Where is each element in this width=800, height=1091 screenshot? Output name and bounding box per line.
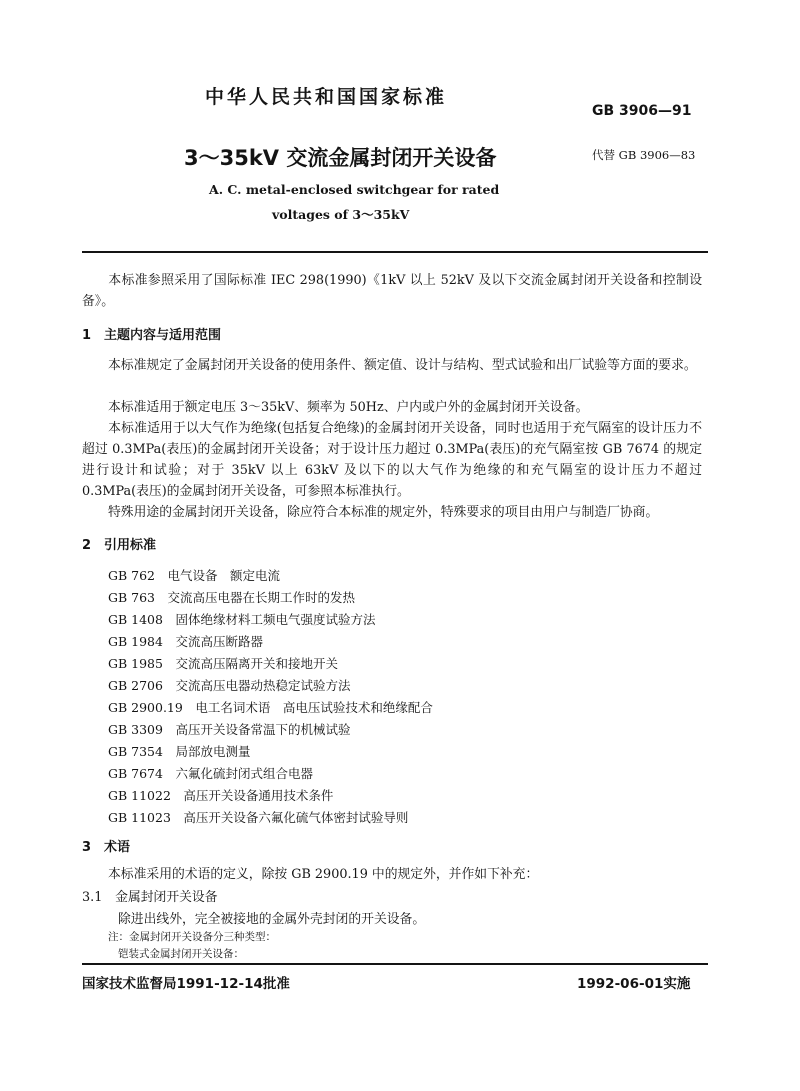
section1-paragraph-4: 特殊用途的金属封闭开关设备，除应符合本标准的规定外，特殊要求的项目由用户与制造厂协商。 xyxy=(108,505,659,520)
section1-paragraph-2: 本标准适用于额定电压 3～35kV、频率为 50Hz、户内或户外的金属封闭开关设备。 xyxy=(108,400,589,415)
reference-item: GB 3309 高压开关设备常温下的机械试验 xyxy=(108,722,351,737)
section3-heading: 3 术语 xyxy=(82,840,131,855)
reference-item: GB 763 交流高压电器在长期工作时的发热 xyxy=(108,590,356,605)
subsection-3-1-text: 除进出线外，完全被接地的金属外壳封闭的开关设备。 xyxy=(118,912,426,927)
subsection-3-1-heading: 3.1 金属封闭开关设备 xyxy=(82,890,218,905)
standard-code: GB 3906—91 xyxy=(592,103,692,119)
effective-date: 1992-06-01实施 xyxy=(577,976,691,992)
document-title: 3～35kV 交流金属封闭开关设备 xyxy=(184,146,497,170)
section2-heading: 2 引用标准 xyxy=(82,538,157,553)
reference-item: GB 11022 高压开关设备通用技术条件 xyxy=(108,788,334,803)
reference-item: GB 7354 局部放电测量 xyxy=(108,744,251,759)
intro-paragraph: 本标准参照采用了国际标准 IEC 298(1990)《1kV 以上 52kV 及以下交流金属封闭开关设备和控制设备》。 xyxy=(82,273,702,309)
footer-divider xyxy=(82,963,708,965)
header-divider xyxy=(82,251,708,253)
section1-paragraph-3: 本标准适用于以大气作为绝缘(包括复合绝缘)的金属封闭开关设备，同时也适用于充气隔室的设计压力不超过 0.3MPa(表压)的金属封闭开关设备；对于设计压力超过 0.3MPa(表压)的充气隔室按 GB 7674 的规定进行设计和试验；对于 35kV 以上 63kV 及以下的以大气作为绝缘的和充气隔室的设计压力不超过 0.3MPa(表压)的金属封闭开关设备，可参照本标准执行。 xyxy=(82,421,702,499)
reference-item: GB 1985 交流高压隔离开关和接地开关 xyxy=(108,656,338,671)
english-title-line2: voltages of 3～35kV xyxy=(272,207,410,222)
section1-heading: 1 主题内容与适用范围 xyxy=(82,328,222,343)
reference-item: GB 2900.19 电工名词术语 高电压试验技术和绝缘配合 xyxy=(108,700,433,715)
reference-item: GB 1408 固体绝缘材料工频电气强度试验方法 xyxy=(108,612,376,627)
reference-item: GB 2706 交流高压电器动热稳定试验方法 xyxy=(108,678,351,693)
replaces-note: 代替 GB 3906—83 xyxy=(592,148,696,162)
approval-date: 国家技术监督局1991-12-14批准 xyxy=(82,976,290,992)
reference-item: GB 11023 高压开关设备六氟化硫气体密封试验导则 xyxy=(108,810,409,825)
section1-paragraph-1: 本标准规定了金属封闭开关设备的使用条件、额定值、设计与结构、型式试验和出厂试验等方面的要求。 xyxy=(108,358,697,373)
section3-paragraph: 本标准采用的术语的定义，除按 GB 2900.19 中的规定外，并作如下补充： xyxy=(108,867,539,882)
note-text: 注：金属封闭开关设备分三种类型： xyxy=(108,931,276,943)
reference-item: GB 1984 交流高压断路器 xyxy=(108,634,263,649)
english-title-line1: A. C. metal-enclosed switchgear for rated xyxy=(209,182,500,197)
note-item: 铠装式金属封闭开关设备： xyxy=(118,948,244,960)
reference-item: GB 762 电气设备 额定电流 xyxy=(108,568,281,583)
standard-title: 中华人民共和国国家标准 xyxy=(205,86,448,108)
reference-item: GB 7674 六氟化硫封闭式组合电器 xyxy=(108,766,313,781)
